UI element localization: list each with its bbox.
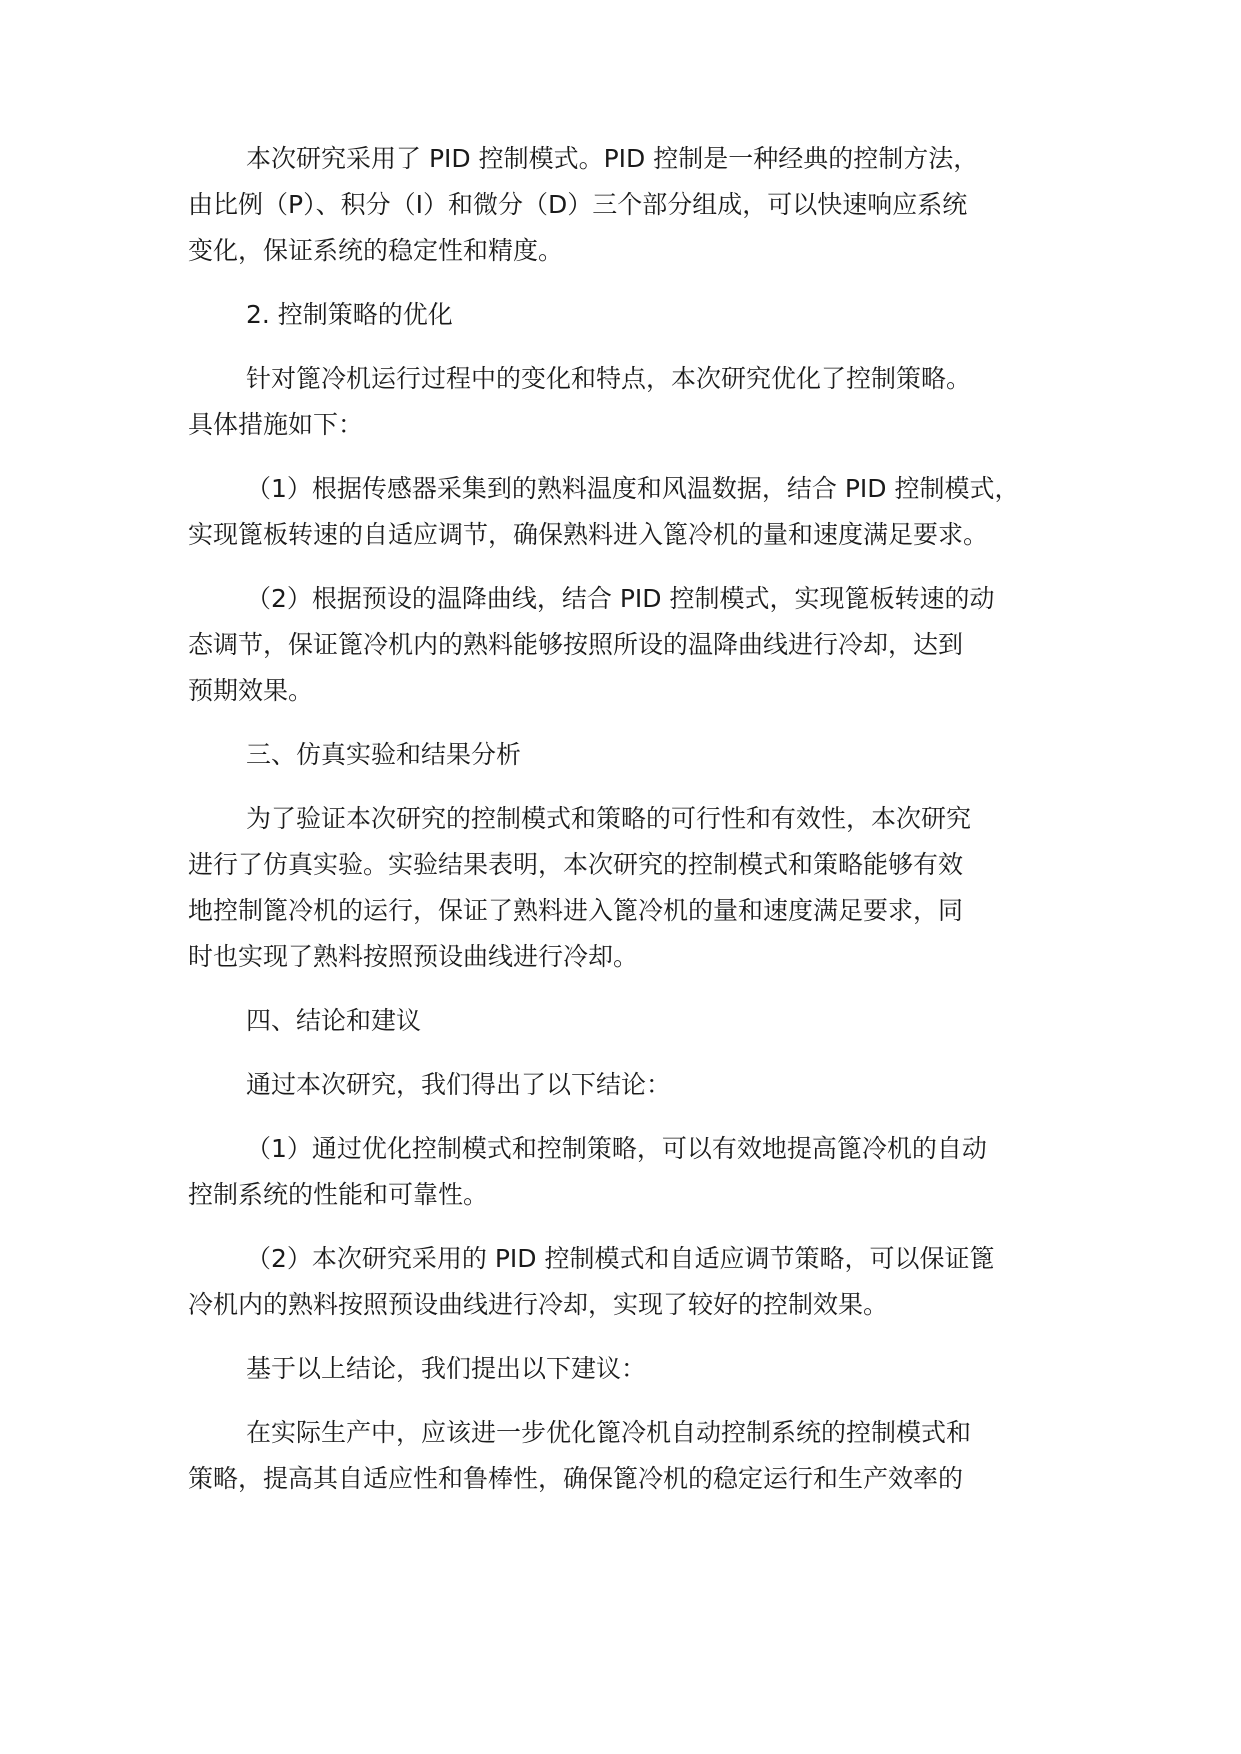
text-line: 在实际生产中，应该进一步优化篦冷机自动控制系统的控制模式和 — [246, 1418, 972, 1447]
text-line: 进行了仿真实验。实验结果表明，本次研究的控制模式和策略能够有效 — [188, 850, 964, 879]
paragraph-suggestion-intro — [188, 1346, 1088, 1392]
text-line: 时也实现了熟料按照预设曲线进行冷却。 — [188, 942, 639, 971]
text-line: 基于以上结论，我们提出以下建议： — [246, 1354, 647, 1383]
text-line: 控制系统的性能和可靠性。 — [188, 1180, 489, 1209]
paragraph-simulation — [188, 796, 1088, 980]
text-line: 预期效果。 — [188, 676, 314, 705]
document-body — [188, 136, 1088, 1520]
paragraph-measure-2 — [188, 576, 1088, 714]
paragraph-measure-1 — [188, 466, 1088, 558]
text-line: （2）本次研究采用的 PID 控制模式和自适应调节策略，可以保证篦 — [246, 1244, 995, 1273]
paragraph-pid-intro — [188, 136, 1088, 274]
paragraph-suggestion — [188, 1410, 1088, 1502]
text-line: 由比例（P）、积分（I）和微分（D）三个部分组成，可以快速响应系统 — [188, 190, 968, 219]
section-heading-strategy — [188, 292, 1088, 338]
heading-text: 三、仿真实验和结果分析 — [246, 740, 522, 769]
paragraph-conclusion-2 — [188, 1236, 1088, 1328]
text-line: 针对篦冷机运行过程中的变化和特点，本次研究优化了控制策略。 — [246, 364, 972, 393]
text-line: 变化，保证系统的稳定性和精度。 — [188, 236, 564, 265]
section-heading-conclusion — [188, 998, 1088, 1044]
text-line: （2）根据预设的温降曲线，结合 PID 控制模式，实现篦板转速的动 — [246, 584, 995, 613]
paragraph-conclusion-1 — [188, 1126, 1088, 1218]
heading-text: 2. 控制策略的优化 — [246, 300, 453, 329]
text-line: 为了验证本次研究的控制模式和策略的可行性和有效性，本次研究 — [246, 804, 972, 833]
text-line: 实现篦板转速的自适应调节，确保熟料进入篦冷机的量和速度满足要求。 — [188, 520, 989, 549]
heading-text: 四、结论和建议 — [246, 1006, 422, 1035]
text-line: 态调节，保证篦冷机内的熟料能够按照所设的温降曲线进行冷却，达到 — [188, 630, 964, 659]
paragraph-strategy-intro — [188, 356, 1088, 448]
paragraph-conclusion-intro — [188, 1062, 1088, 1108]
text-line: 地控制篦冷机的运行，保证了熟料进入篦冷机的量和速度满足要求，同 — [188, 896, 964, 925]
text-line: （1）通过优化控制模式和控制策略，可以有效地提高篦冷机的自动 — [246, 1134, 987, 1163]
text-line: 策略，提高其自适应性和鲁棒性，确保篦冷机的稳定运行和生产效率的 — [188, 1464, 964, 1493]
section-heading-simulation — [188, 732, 1088, 778]
text-line: （1）根据传感器采集到的熟料温度和风温数据，结合 PID 控制模式， — [246, 474, 1020, 503]
text-line: 冷机内的熟料按照预设曲线进行冷却，实现了较好的控制效果。 — [188, 1290, 889, 1319]
text-line: 具体措施如下： — [188, 410, 364, 439]
text-line: 本次研究采用了 PID 控制模式。PID 控制是一种经典的控制方法， — [246, 144, 979, 173]
text-line: 通过本次研究，我们得出了以下结论： — [246, 1070, 672, 1099]
